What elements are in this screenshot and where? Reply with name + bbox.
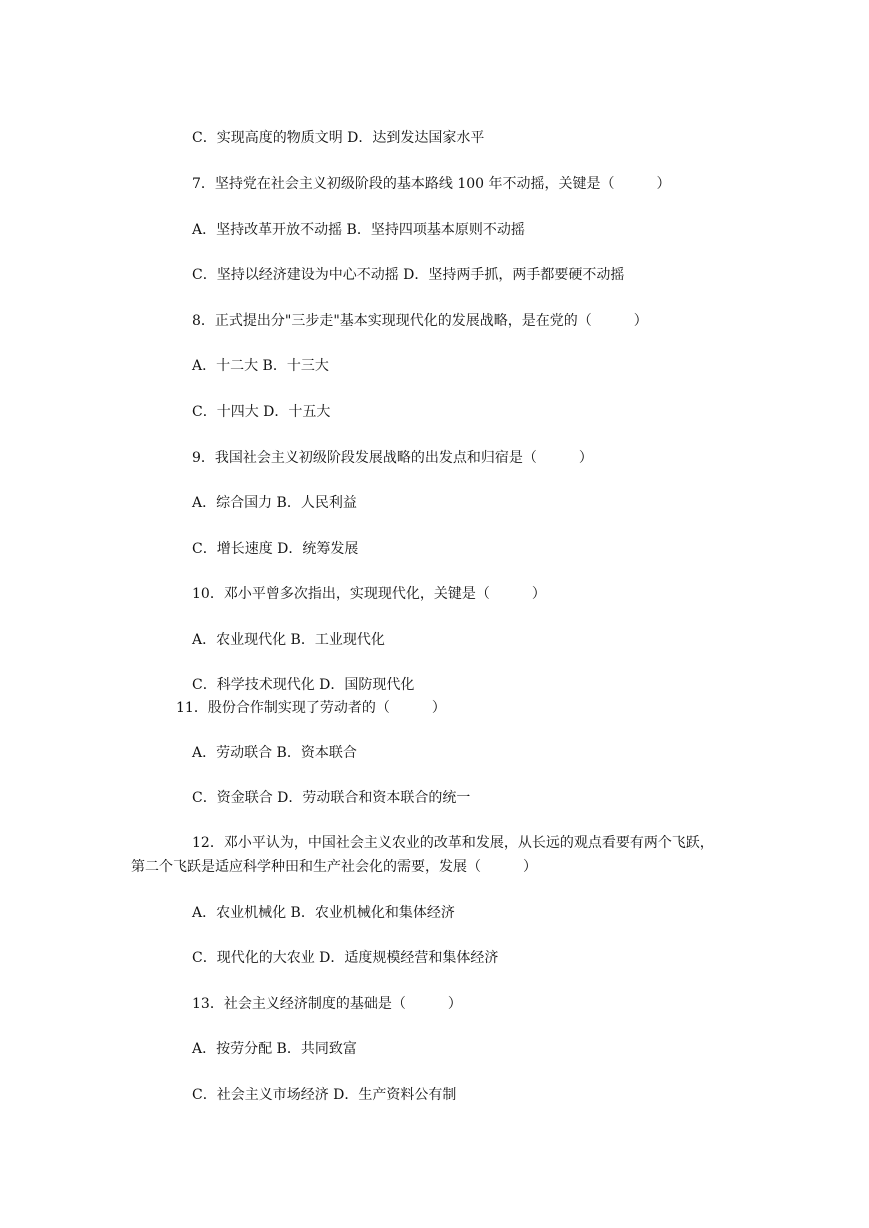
option-line-q11-cd: C．资金联合 D．劳动联合和资本联合的统一 bbox=[192, 790, 471, 806]
option-line-q7-ab: A．坚持改革开放不动摇 B．坚持四项基本原则不动摇 bbox=[192, 222, 525, 238]
option-line-q13-ab: A．按劳分配 B．共同致富 bbox=[192, 1041, 357, 1057]
question-12-line-1: 12．邓小平认为，中国社会主义农业的改革和发展，从长远的观点看要有两个飞跃， bbox=[192, 835, 714, 851]
question-10: 10．邓小平曾多次指出，实现现代化，关键是（ ） bbox=[192, 586, 546, 602]
question-7: 7．坚持党在社会主义初级阶段的基本路线 100 年不动摇，关键是（ ） bbox=[192, 176, 671, 192]
question-11: 11．股份合作制实现了劳动者的（ ） bbox=[176, 700, 446, 716]
question-8: 8．正式提出分"三步走"基本实现现代化的发展战略，是在党的（ ） bbox=[192, 313, 648, 329]
option-line-q9-ab: A．综合国力 B．人民利益 bbox=[192, 495, 357, 511]
option-line-q10-cd: C．科学技术现代化 D．国防现代化 bbox=[192, 677, 415, 693]
option-line-q8-ab: A．十二大 B．十三大 bbox=[192, 358, 329, 374]
question-9: 9．我国社会主义初级阶段发展战略的出发点和归宿是（ ） bbox=[192, 450, 593, 466]
option-line-q6-cd: C．实现高度的物质文明 D．达到发达国家水平 bbox=[192, 130, 485, 146]
option-line-q8-cd: C．十四大 D．十五大 bbox=[192, 404, 331, 420]
question-13: 13．社会主义经济制度的基础是（ ） bbox=[192, 996, 462, 1012]
option-line-q11-ab: A．劳动联合 B．资本联合 bbox=[192, 745, 357, 761]
option-line-q7-cd: C．坚持以经济建设为中心不动摇 D．坚持两手抓，两手都要硬不动摇 bbox=[192, 267, 625, 283]
option-line-q12-ab: A．农业机械化 B．农业机械化和集体经济 bbox=[192, 905, 455, 921]
option-line-q9-cd: C．增长速度 D．统筹发展 bbox=[192, 541, 359, 557]
option-line-q12-cd: C．现代化的大农业 D．适度规模经营和集体经济 bbox=[192, 950, 499, 966]
option-line-q13-cd: C．社会主义市场经济 D．生产资料公有制 bbox=[192, 1087, 457, 1103]
option-line-q10-ab: A．农业现代化 B．工业现代化 bbox=[192, 632, 385, 648]
question-12-line-2: 第二个飞跃是适应科学种田和生产社会化的需要，发展（ ） bbox=[131, 859, 537, 875]
